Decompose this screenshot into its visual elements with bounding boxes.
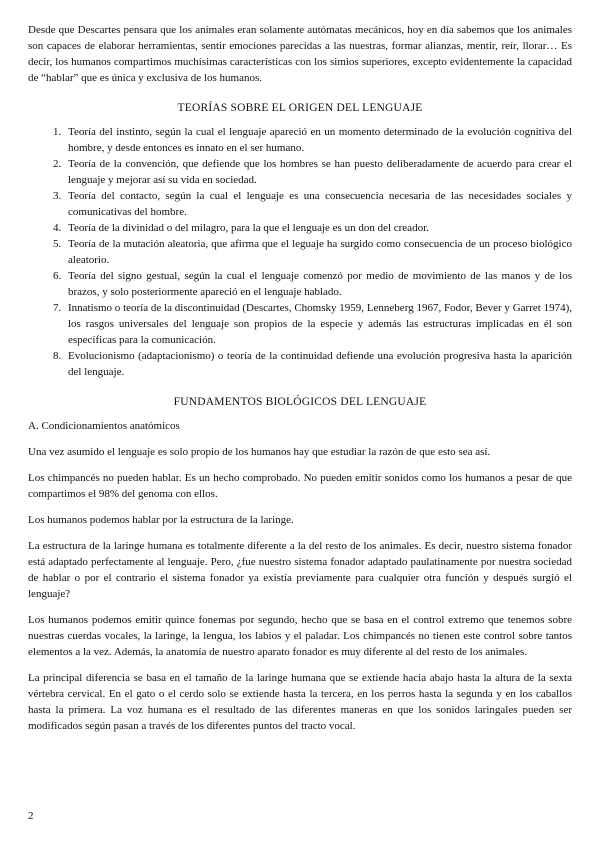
body-paragraph: Los humanos podemos hablar por la estructura de la laringe. [28, 514, 294, 526]
body-paragraph: Los chimpancés no pueden hablar. Es un hecho comprobado. No pueden emitir sonidos como los humanos a pesar de que compartimos el 98% del genoma con ellos. [28, 472, 572, 500]
body-paragraph: Los humanos podemos emitir quince fonemas por segundo, hecho que se basa en el control extremo que tenemos sobre nuestras cuerdas vocales, la laringe, la lengua, los labios y el paladar. Los chimpancés no tienen este control sobre tantos elementos a la vez. Además, la anatomía de nuestro aparato fonador es muy diferente al del resto de los animales. [28, 614, 572, 658]
section-title-biological: FUNDAMENTOS BIOLÓGICOS DEL LENGUAJE [173, 396, 427, 408]
section-title-theories: TEORÍAS SOBRE EL ORIGEN DEL LENGUAJE [177, 102, 423, 114]
body-paragraph: La estructura de la laringe humana es totalmente diferente a la del resto de los animales. Es decir, nuestro sistema fonador está adaptado perfectamente al lenguaje. Pero, ¿fue nuestro sistema fonador adaptado paulatinamente por nuestra sociedad de hablar o por el contrario el sistema fonador ya existía previamente para cualquier otra función y después surgió el lenguaje? [28, 540, 572, 600]
list-item: 4. Teoría de la divinidad o del milagro, para la que el lenguaje es un don del creador. [64, 220, 572, 236]
body-paragraph: Una vez asumido el lenguaje es solo propio de los humanos hay que estudiar la razón de que esto sea así. [28, 446, 491, 458]
list-item: 6. Teoría del signo gestual, según la cual el lenguaje comenzó por medio de movimiento de las manos y de los brazos, y solo posteriormente apareció en el lenguaje hablado. [64, 268, 572, 300]
theories-list [28, 124, 572, 380]
page-number: 2 [28, 810, 34, 822]
document-page [28, 22, 572, 734]
list-item: 1. Teoría del instinto, según la cual el lenguaje apareció en un momento determinado de la evolución cognitiva del hombre, y desde entonces es innato en el ser humano. [64, 124, 572, 156]
list-item: 3. Teoría del contacto, según la cual el lenguaje es una consecuencia necesaria de las necesidades sociales y comunicativas del hombre. [64, 188, 572, 220]
list-item: 7. Innatismo o teoría de la discontinuidad (Descartes, Chomsky 1959, Lenneberg 1967, Fodor, Bever y Garret 1974), los rasgos universales del lenguaje son propios de la especie y además las estructuras implicadas en él son específicas para la comunicación. [64, 300, 572, 348]
list-item: 2. Teoría de la convención, que defiende que los hombres se han puesto deliberadamente de acuerdo para crear el lenguaje y mejorar así su vida en sociedad. [64, 156, 572, 188]
list-item: 5. Teoría de la mutación aleatoria, que afirma que el leguaje ha surgido como consecuencia de un proceso biológico aleatorio. [64, 236, 572, 268]
body-paragraph: La principal diferencia se basa en el tamaño de la laringe humana que se extiende hacia abajo hasta la altura de la sexta vértebra cervical. En el gato o el cerdo solo se extiende hasta la tercera, en los perros hasta la segunda y en los caballos hasta la primera. La voz humana es el resultado de las diferentes maneras en que los sonidos laringales pueden ser modificados según pasan a través de los diferentes puntos del tracto vocal. [28, 672, 572, 732]
subsection-title: A. Condicionamientos anatómicos [28, 420, 180, 432]
list-item: 8. Evolucionismo (adaptacionismo) o teoría de la continuidad defiende una evolución progresiva hasta la aparición del lenguaje. [64, 348, 572, 380]
intro-paragraph: Desde que Descartes pensara que los animales eran solamente autómatas mecánicos, hoy en día sabemos que los animales son capaces de elaborar herramientas, sentir emociones parecidas a las nuestras, formar alianzas, mentir, reír, llorar… Es decir, los humanos compartimos muchísimas características con los simios superiores, excepto evidentemente la capacidad de “hablar” que es única y exclusiva de los humanos. [28, 24, 572, 84]
